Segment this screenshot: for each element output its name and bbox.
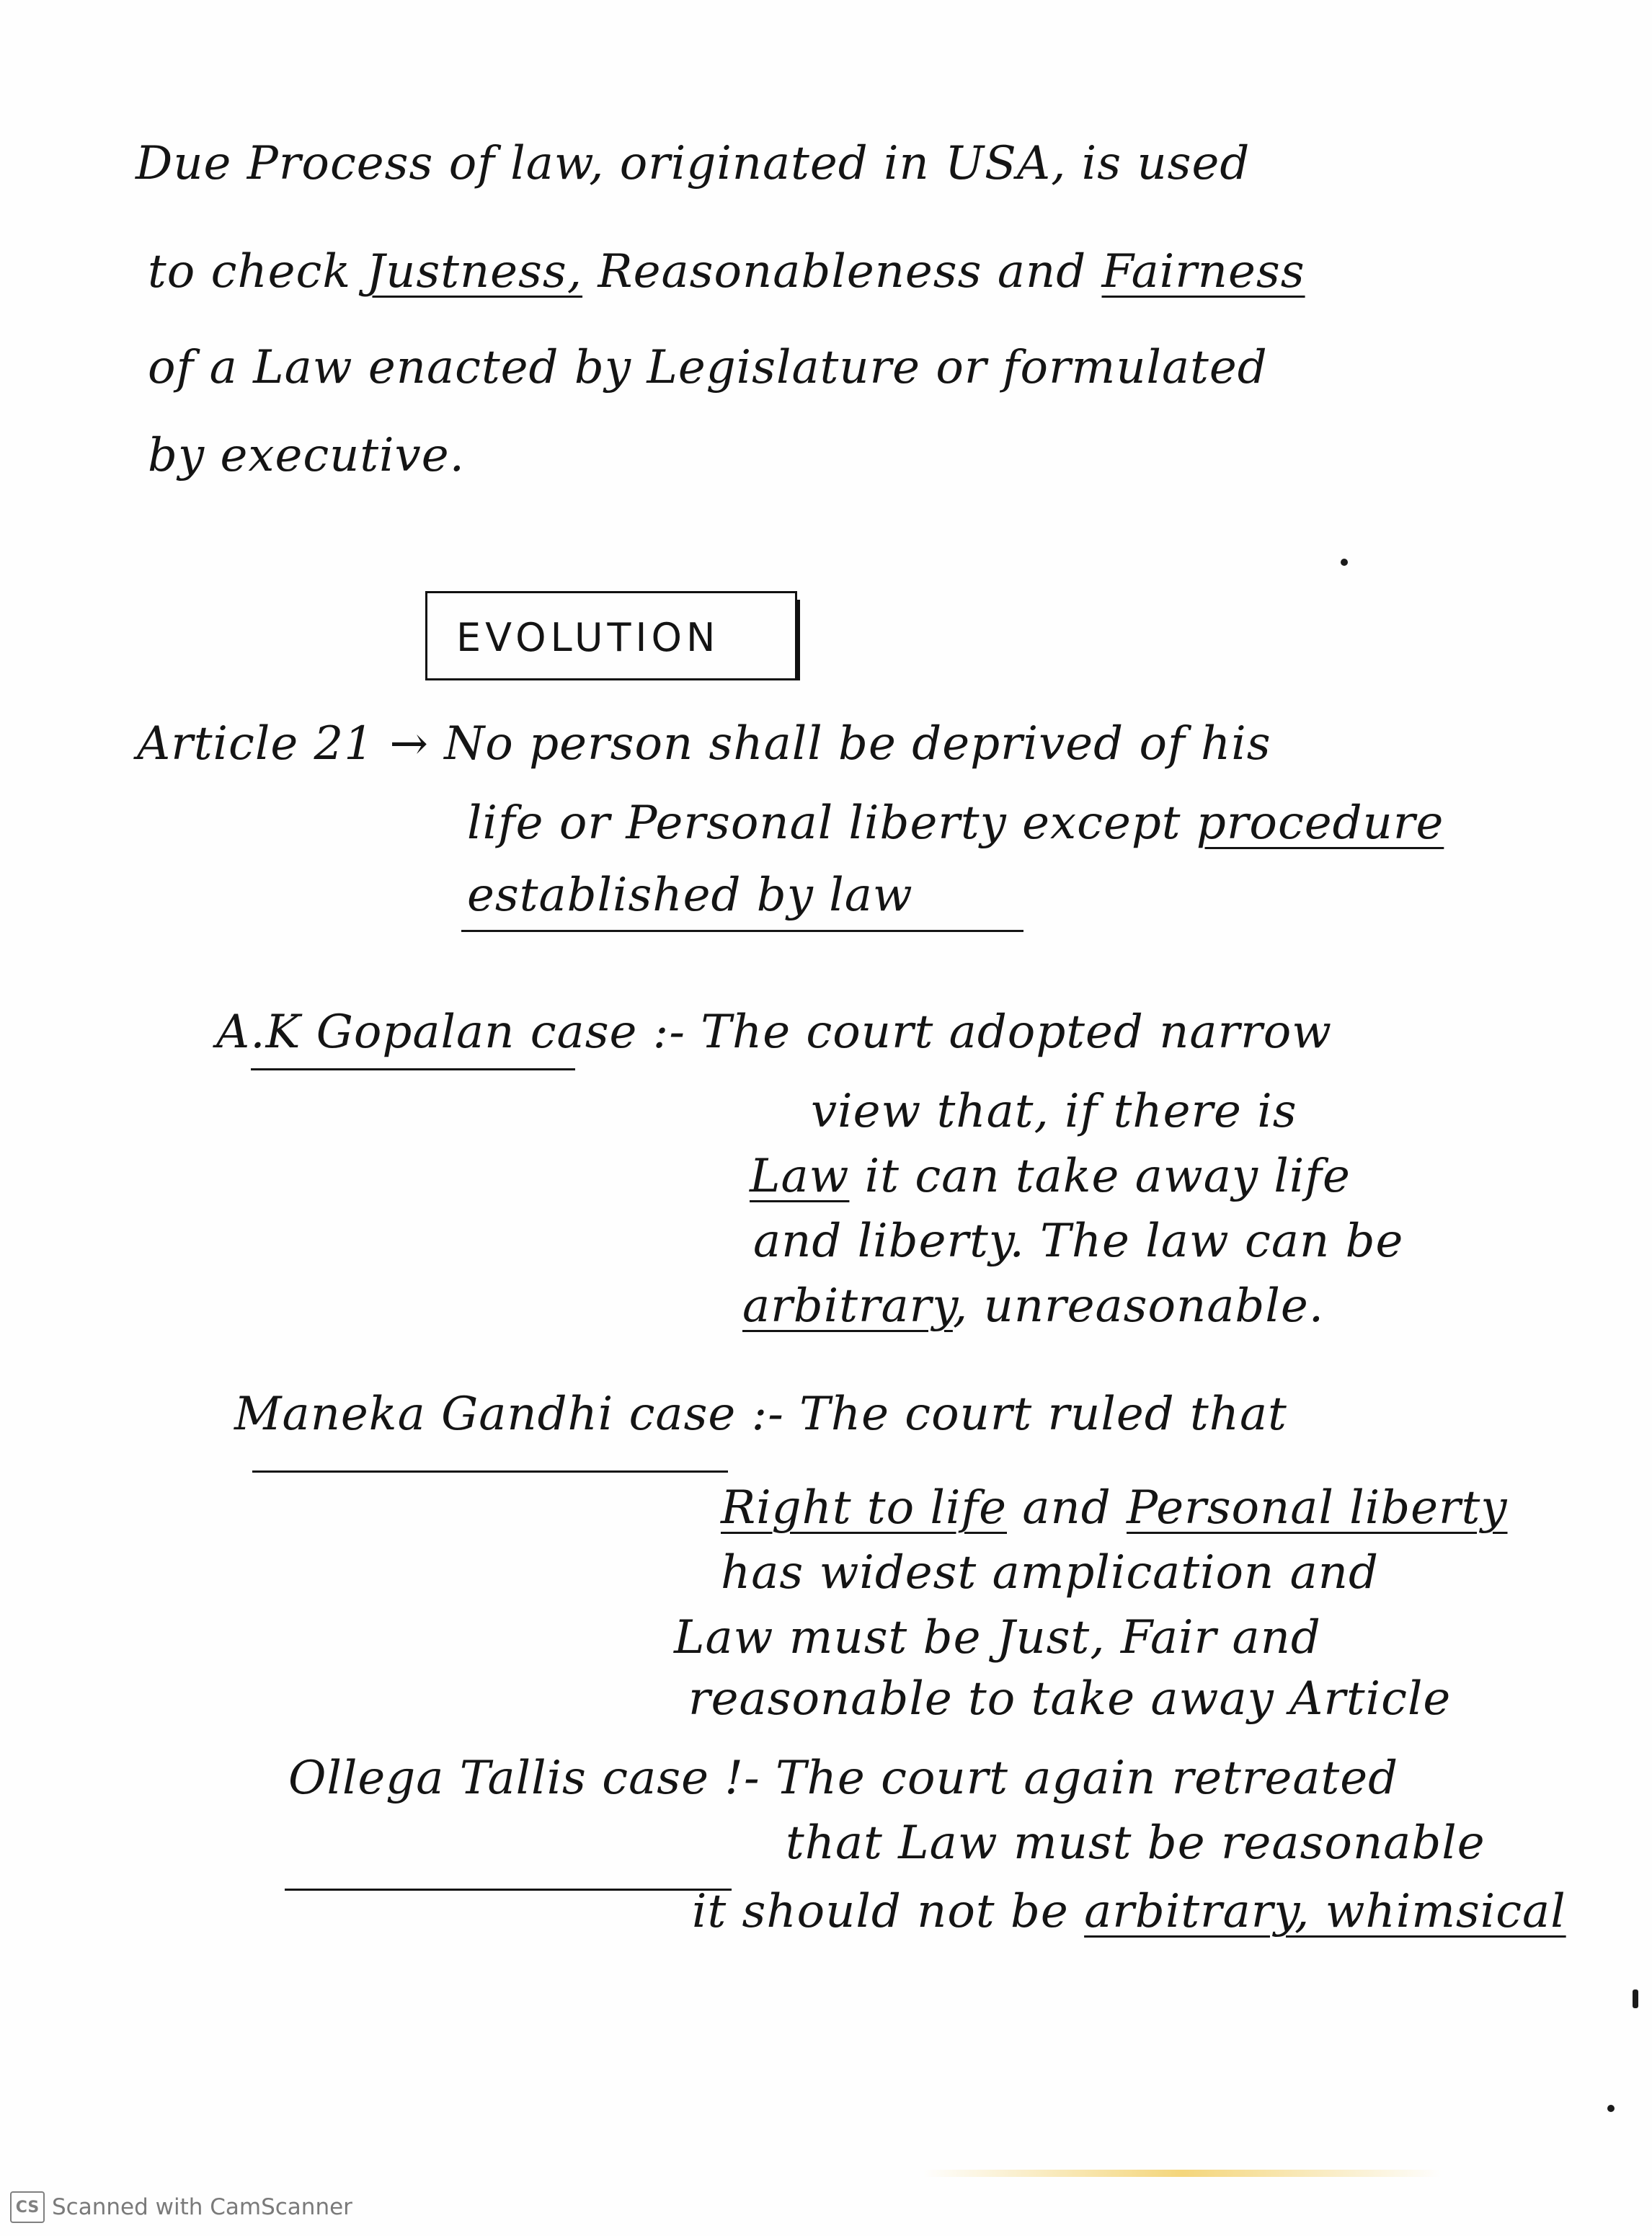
olga-label-underline [285,1889,732,1891]
gopalan-line-4: and liberty. The law can be [753,1215,1404,1268]
maneka-line-4: Law must be Just, Fair and [674,1611,1321,1664]
gopalan-line-3 [750,1150,1351,1203]
maneka-text: and [1022,1481,1111,1535]
olga-line-2: that Law must be reasonable [786,1816,1486,1870]
maneka-line-3: has widest amplication and [721,1546,1379,1600]
camscanner-watermark [10,2191,352,2223]
olga-line-3 [692,1885,1566,1938]
scan-speck [1341,559,1348,566]
article-text: life or Personal liberty except [467,797,1181,850]
olga-case-label: Ollega Tallis case [288,1752,709,1805]
maneka-line-2 [721,1481,1508,1535]
intro-text: to check [148,245,352,298]
scan-speck [1607,2105,1615,2112]
evolution-heading-box [425,591,797,680]
article-line-2 [467,797,1444,850]
olga-text: it should not be [692,1885,1069,1938]
fairness-term: Fairness [1101,245,1305,298]
maneka-label-underline [252,1470,728,1473]
gopalan-line-2: view that, if there is [811,1085,1297,1138]
intro-line-1: Due Process of law, originated in USA, is used [136,137,1251,190]
gopalan-text: :- The court adopted narrow [652,1006,1333,1059]
olga-line-1 [288,1752,1399,1805]
reasonableness-term: Reasonableness [598,245,982,298]
procedure-term: procedure [1196,797,1444,850]
olga-text: !- The court again retreated [724,1752,1399,1805]
evolution-heading: EVOLUTION [456,615,720,660]
arbitrary-whimsical-term: arbitrary, whimsical [1084,1885,1566,1938]
gopalan-line-1 [216,1006,1333,1059]
highlighter-streak [923,2170,1442,2177]
gopalan-text: , unreasonable. [952,1279,1325,1333]
right-to-life-term: Right to life [721,1481,1007,1535]
article-underline [461,930,1023,932]
article-line-1: Article 21 → No person shall be deprived of his [137,717,1271,771]
maneka-text: :- The court ruled that [751,1388,1287,1441]
gopalan-label-underline [251,1068,575,1070]
intro-line-4: by executive. [148,429,465,482]
intro-text: and [997,245,1087,298]
intro-line-3: of a Law enacted by Legislature or formulated [148,341,1268,394]
maneka-line-1 [234,1388,1287,1441]
scan-speck [1633,1989,1638,2008]
gopalan-case-label: A.K Gopalan case [216,1006,638,1059]
law-term: Law [750,1150,850,1203]
arbitrary-term: arbitrary [742,1279,953,1333]
personal-liberty-term: Personal liberty [1127,1481,1508,1535]
justness-term: Justness, [366,245,583,298]
gopalan-line-5 [742,1279,1325,1333]
maneka-case-label: Maneka Gandhi case [234,1388,737,1441]
camscanner-text: Scanned with CamScanner [52,2194,352,2220]
gopalan-text: it can take away life [864,1150,1351,1203]
maneka-line-5: reasonable to take away Article [688,1672,1452,1726]
intro-line-2 [148,245,1305,298]
article-line-3: established by law [467,869,913,922]
camscanner-logo-icon: CS [10,2191,45,2223]
